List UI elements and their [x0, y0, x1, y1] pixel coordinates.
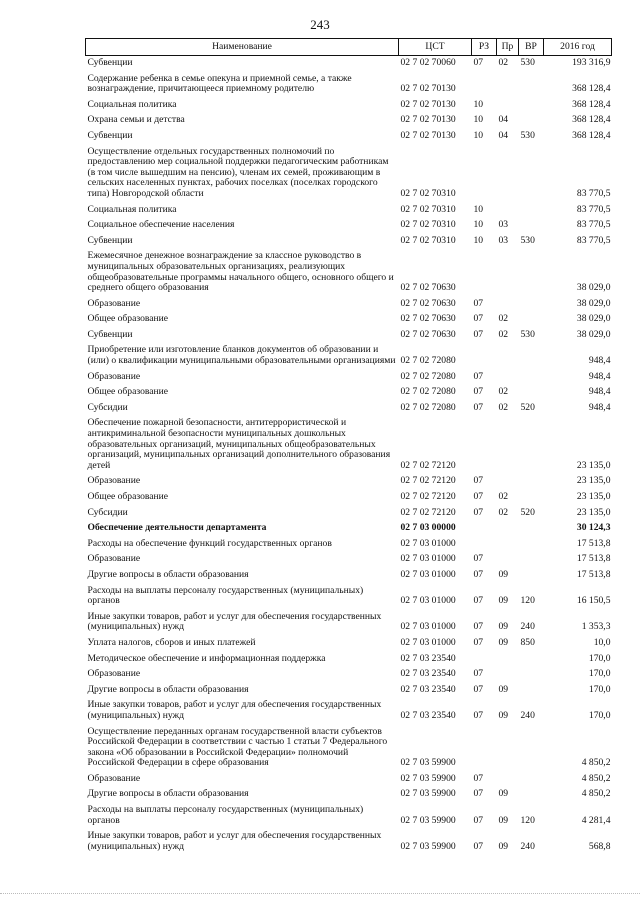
cell-cst: 02 7 02 72120 [400, 459, 456, 471]
cell-name: Общее образование [87, 386, 169, 398]
table-row [86, 98, 612, 114]
cell-rz [472, 521, 497, 537]
cell-pr: 09 [498, 595, 509, 607]
cell-name: Другие вопросы в области образования [87, 788, 249, 800]
table-row [86, 610, 612, 636]
cell-sum: 4 850,2 [581, 788, 611, 800]
table-row [86, 145, 612, 203]
cell-rz: 07 [473, 683, 484, 695]
cell-vr [519, 416, 544, 474]
cell-cst: 02 7 03 01000 [400, 568, 456, 580]
cell-rz: 10 [473, 129, 484, 141]
cell-pr: 02 [498, 313, 509, 325]
cell-sum: 16 150,5 [576, 595, 611, 607]
scan-edge-line [0, 893, 640, 895]
cell-vr [519, 683, 544, 699]
cell-pr [497, 521, 519, 537]
cell-cst: 02 7 02 72120 [400, 506, 456, 518]
cell-name: Другие вопросы в области образования [87, 568, 249, 580]
cell-name: Содержание ребенка в семье опекуна и приемной семье, а также вознаграждение, причитающееся приемному родителю [87, 72, 352, 95]
cell-vr [519, 474, 544, 490]
cell-name: Методическое обеспечение и информационная поддержка [87, 652, 326, 664]
table-row [86, 370, 612, 386]
cell-cst: 02 7 02 70310 [400, 219, 456, 231]
table-row [86, 401, 612, 417]
cell-vr [519, 667, 544, 683]
cell-pr: 02 [498, 57, 509, 68]
cell-cst: 02 7 02 72080 [400, 370, 456, 382]
cell-pr: 09 [498, 568, 509, 580]
cell-vr: 520 [520, 401, 535, 413]
cell-pr [497, 725, 519, 772]
header-year: 2016 год [544, 39, 612, 56]
cell-sum: 17 513,8 [576, 537, 611, 549]
cell-name: Субсидии [87, 506, 128, 518]
cell-rz: 07 [473, 595, 484, 607]
table-row [86, 521, 612, 537]
table-row [86, 249, 612, 296]
cell-rz [472, 652, 497, 668]
cell-cst: 02 7 02 70130 [400, 114, 456, 126]
cell-sum: 368 128,4 [572, 98, 611, 110]
cell-name: Осуществление переданных органам государственной власти субъектов Российской Федерации в соответствии с частью 1 статьи 7 Федерального закона «Об образовании в Российской Федерации» полномочий Российской Федерации в сфере образования [87, 725, 388, 769]
cell-name: Субвенции [87, 57, 133, 68]
cell-rz: 07 [473, 370, 484, 382]
header-rz: РЗ [472, 39, 497, 56]
cell-name: Иные закупки товаров, работ и услуг для обеспечения государственных (муниципальных) нужд [87, 830, 382, 852]
cell-vr [519, 537, 544, 553]
cell-name: Охрана семьи и детства [87, 114, 185, 126]
cell-pr: 04 [498, 114, 509, 126]
cell-vr [519, 490, 544, 506]
table-row [86, 636, 612, 652]
cell-sum: 948,4 [588, 401, 611, 413]
cell-vr: 240 [520, 709, 535, 721]
cell-pr: 03 [498, 219, 509, 231]
table-row [86, 56, 612, 72]
cell-sum: 4 850,2 [581, 757, 611, 769]
cell-pr: 03 [498, 234, 509, 246]
cell-name: Иные закупки товаров, работ и услуг для обеспечения государственных (муниципальных) нужд [87, 610, 382, 633]
cell-pr: 09 [498, 814, 509, 826]
cell-sum: 1 353,3 [581, 621, 611, 633]
table-row [86, 829, 612, 855]
cell-rz [472, 249, 497, 296]
cell-pr: 02 [498, 506, 509, 518]
cell-rz: 07 [473, 553, 484, 565]
cell-cst: 02 7 02 70060 [400, 57, 456, 68]
cell-pr [497, 474, 519, 490]
cell-cst: 02 7 02 70630 [400, 328, 456, 340]
cell-cst: 02 7 02 70630 [400, 282, 456, 294]
cell-cst: 02 7 03 59900 [400, 788, 456, 800]
cell-cst: 02 7 03 00000 [400, 522, 456, 534]
cell-rz: 07 [473, 621, 484, 633]
cell-rz: 07 [473, 814, 484, 826]
cell-rz: 07 [473, 788, 484, 800]
cell-cst: 02 7 02 72080 [400, 386, 456, 398]
cell-sum: 170,0 [588, 652, 611, 664]
cell-name: Ежемесячное денежное вознаграждение за классное руководство в муниципальных образовательных организациях, реализующих общеобразовательные программы начального общего, основного общего и среднего общего образования [87, 250, 394, 294]
cell-rz [472, 343, 497, 369]
page-number: 243 [310, 17, 330, 32]
table-row [86, 568, 612, 584]
cell-cst: 02 7 02 70630 [400, 297, 456, 309]
table-row [86, 343, 612, 369]
cell-vr [519, 370, 544, 386]
cell-sum: 30 124,3 [576, 522, 611, 534]
table-row [86, 218, 612, 234]
cell-name: Общее образование [87, 313, 169, 325]
cell-cst: 02 7 03 23540 [400, 683, 456, 695]
cell-pr [497, 98, 519, 114]
cell-cst: 02 7 02 72080 [400, 401, 456, 413]
table-body [86, 56, 612, 856]
cell-vr: 120 [520, 595, 535, 607]
cell-pr: 02 [498, 401, 509, 413]
table-row [86, 203, 612, 219]
cell-pr: 04 [498, 129, 509, 141]
table-row [86, 416, 612, 474]
cell-rz: 07 [473, 840, 484, 852]
cell-cst: 02 7 03 01000 [400, 636, 456, 648]
cell-name: Общее образование [87, 491, 169, 502]
cell-rz [472, 416, 497, 474]
cell-pr [497, 652, 519, 668]
cell-pr: 09 [498, 840, 509, 852]
cell-rz [472, 537, 497, 553]
cell-rz: 07 [473, 386, 484, 398]
cell-pr [497, 370, 519, 386]
cell-sum: 83 770,5 [576, 187, 611, 199]
cell-pr [497, 667, 519, 683]
cell-pr [497, 343, 519, 369]
cell-name: Образование [87, 475, 141, 487]
cell-cst: 02 7 02 72080 [400, 355, 456, 367]
cell-rz: 07 [473, 772, 484, 784]
cell-sum: 568,8 [588, 840, 611, 852]
cell-cst: 02 7 03 59900 [400, 757, 456, 769]
table-row [86, 698, 612, 724]
cell-sum: 948,4 [588, 355, 611, 367]
table-row [86, 129, 612, 145]
cell-sum: 170,0 [588, 668, 611, 680]
cell-rz: 07 [473, 401, 484, 413]
cell-name: Субсидии [87, 401, 128, 413]
cell-rz: 10 [473, 219, 484, 231]
cell-pr [497, 772, 519, 788]
cell-pr [497, 537, 519, 553]
cell-cst: 02 7 02 70130 [400, 129, 456, 141]
cell-sum: 83 770,5 [576, 219, 611, 231]
cell-name: Субвенции [87, 234, 133, 246]
header-pr: Пр [497, 39, 519, 56]
cell-sum: 23 135,0 [576, 506, 611, 518]
cell-vr: 240 [520, 840, 535, 852]
cell-vr [519, 218, 544, 234]
cell-rz: 07 [473, 328, 484, 340]
table-row [86, 683, 612, 699]
cell-name: Приобретение или изготовление бланков документов об образовании и (или) о квалификации муниципальными образовательными организациями [87, 344, 396, 367]
cell-sum: 23 135,0 [576, 475, 611, 487]
cell-cst: 02 7 03 23540 [400, 668, 456, 680]
cell-name: Другие вопросы в области образования [87, 683, 249, 695]
cell-vr [519, 385, 544, 401]
cell-vr: 530 [520, 57, 535, 68]
table-header-row [86, 39, 612, 56]
cell-vr [519, 521, 544, 537]
cell-vr [519, 72, 544, 98]
cell-name: Расходы на обеспечение функций государственных органов [87, 537, 332, 549]
cell-sum: 368 128,4 [572, 83, 611, 95]
cell-pr: 09 [498, 683, 509, 695]
cell-cst: 02 7 02 72120 [400, 491, 456, 502]
cell-name: Образование [87, 297, 141, 309]
cell-vr: 530 [520, 234, 535, 246]
cell-cst: 02 7 03 59900 [400, 772, 456, 784]
cell-vr [519, 343, 544, 369]
cell-vr: 530 [520, 129, 535, 141]
cell-pr: 02 [498, 328, 509, 340]
table-row [86, 506, 612, 522]
cell-pr: 02 [498, 491, 509, 502]
table-row [86, 312, 612, 328]
cell-rz: 07 [473, 668, 484, 680]
cell-cst: 02 7 03 01000 [400, 595, 456, 607]
cell-name: Субвенции [87, 129, 133, 141]
cell-rz: 07 [473, 57, 484, 68]
cell-sum: 170,0 [588, 709, 611, 721]
header-name: Наименование [86, 39, 399, 56]
cell-cst: 02 7 03 01000 [400, 537, 456, 549]
cell-pr: 09 [498, 636, 509, 648]
cell-vr [519, 652, 544, 668]
cell-vr [519, 568, 544, 584]
cell-vr: 520 [520, 506, 535, 518]
table-row [86, 297, 612, 313]
cell-rz: 07 [473, 313, 484, 325]
header-vr: ВР [519, 39, 544, 56]
cell-sum: 368 128,4 [572, 129, 611, 141]
cell-pr [497, 249, 519, 296]
cell-vr [519, 312, 544, 328]
cell-cst: 02 7 02 70130 [400, 98, 456, 110]
cell-pr [497, 297, 519, 313]
cell-vr: 240 [520, 621, 535, 633]
table-row [86, 725, 612, 772]
cell-vr [519, 113, 544, 129]
table-row [86, 385, 612, 401]
cell-vr [519, 787, 544, 803]
cell-name: Социальная политика [87, 203, 177, 215]
cell-pr [497, 72, 519, 98]
cell-pr: 09 [498, 621, 509, 633]
cell-sum: 23 135,0 [576, 459, 611, 471]
cell-name: Образование [87, 370, 141, 382]
cell-sum: 17 513,8 [576, 568, 611, 580]
cell-rz [472, 725, 497, 772]
table-row [86, 584, 612, 610]
cell-sum: 17 513,8 [576, 553, 611, 565]
cell-sum: 38 029,0 [576, 297, 611, 309]
cell-name: Образование [87, 553, 141, 565]
table-row [86, 474, 612, 490]
cell-name: Расходы на выплаты персоналу государственных (муниципальных) органов [87, 804, 364, 826]
cell-cst: 02 7 02 70130 [400, 83, 456, 95]
cell-name: Обеспечение деятельности департамента [87, 522, 267, 534]
cell-rz: 10 [473, 114, 484, 126]
cell-sum: 4 281,4 [581, 814, 611, 826]
cell-rz: 07 [473, 636, 484, 648]
table-row [86, 803, 612, 829]
cell-pr [497, 203, 519, 219]
table-row [86, 328, 612, 344]
cell-name: Социальная политика [87, 98, 177, 110]
cell-sum: 38 029,0 [576, 282, 611, 294]
cell-sum: 368 128,4 [572, 114, 611, 126]
cell-cst: 02 7 03 59900 [400, 814, 456, 826]
cell-rz: 07 [473, 709, 484, 721]
cell-cst: 02 7 03 23540 [400, 709, 456, 721]
cell-rz: 07 [473, 491, 484, 502]
cell-rz: 10 [473, 234, 484, 246]
cell-pr: 09 [498, 788, 509, 800]
table-row [86, 667, 612, 683]
cell-name: Образование [87, 668, 141, 680]
table-row [86, 490, 612, 506]
table-row [86, 552, 612, 568]
table-row [86, 772, 612, 788]
table-row [86, 537, 612, 553]
cell-sum: 23 135,0 [576, 491, 611, 502]
cell-sum: 83 770,5 [576, 234, 611, 246]
cell-pr [497, 416, 519, 474]
cell-name: Уплата налогов, сборов и иных платежей [87, 636, 256, 648]
cell-sum: 83 770,5 [576, 203, 611, 215]
cell-cst: 02 7 02 70310 [400, 234, 456, 246]
cell-name: Социальное обеспечение населения [87, 219, 235, 231]
cell-cst: 02 7 03 23540 [400, 652, 456, 664]
cell-vr: 530 [520, 328, 535, 340]
cell-rz [472, 145, 497, 203]
cell-name: Субвенции [87, 328, 133, 340]
cell-vr: 120 [520, 814, 535, 826]
cell-cst: 02 7 02 70310 [400, 203, 456, 215]
table-row [86, 787, 612, 803]
cell-sum: 948,4 [588, 370, 611, 382]
table-row [86, 234, 612, 250]
header-cst: ЦСТ [399, 39, 472, 56]
cell-name: Расходы на выплаты персоналу государственных (муниципальных) органов [87, 584, 364, 607]
cell-name: Обеспечение пожарной безопасности, антитеррористической и антикриминальной безопасности муниципальных дошкольных образовательных организаций, муниципальных общеобразовательных организаций, муниципальных организаций дополнительного образования детей [87, 417, 391, 471]
cell-rz: 10 [473, 203, 484, 215]
cell-name: Иные закупки товаров, работ и услуг для обеспечения государственных (муниципальных) нужд [87, 699, 382, 721]
cell-sum: 38 029,0 [576, 313, 611, 325]
cell-cst: 02 7 02 70630 [400, 313, 456, 325]
cell-vr [519, 772, 544, 788]
cell-cst: 02 7 03 59900 [400, 840, 456, 852]
cell-cst: 02 7 02 70310 [400, 187, 456, 199]
cell-vr [519, 297, 544, 313]
cell-cst: 02 7 03 01000 [400, 553, 456, 565]
cell-sum: 10,0 [593, 636, 611, 648]
cell-rz: 07 [473, 297, 484, 309]
cell-rz: 10 [473, 98, 484, 110]
cell-name: Образование [87, 772, 141, 784]
cell-sum: 170,0 [588, 683, 611, 695]
cell-vr [519, 552, 544, 568]
table-row [86, 113, 612, 129]
cell-vr: 850 [520, 636, 535, 648]
cell-sum: 948,4 [588, 386, 611, 398]
cell-vr [519, 249, 544, 296]
cell-sum: 38 029,0 [576, 328, 611, 340]
cell-pr: 02 [498, 386, 509, 398]
cell-pr [497, 552, 519, 568]
cell-rz: 07 [473, 506, 484, 518]
cell-name: Осуществление отдельных государственных полномочий по предоставлению мер социальной поддержки педагогическим работникам (в том числе вышедшим на пенсию), членам их семей, проживающим в сельских населенных пунктах, рабочих поселках (поселках городского типа) Новгородской области [87, 145, 389, 199]
cell-vr [519, 203, 544, 219]
cell-rz: 07 [473, 568, 484, 580]
table-row [86, 72, 612, 98]
cell-cst: 02 7 03 01000 [400, 621, 456, 633]
budget-table [85, 38, 612, 855]
cell-sum: 4 850,2 [581, 772, 611, 784]
cell-pr [497, 145, 519, 203]
cell-cst: 02 7 02 72120 [400, 475, 456, 487]
cell-pr: 09 [498, 709, 509, 721]
cell-rz: 07 [473, 475, 484, 487]
cell-rz [472, 72, 497, 98]
cell-vr [519, 98, 544, 114]
cell-vr [519, 725, 544, 772]
table-row [86, 652, 612, 668]
cell-vr [519, 145, 544, 203]
cell-sum: 193 316,9 [572, 57, 611, 68]
